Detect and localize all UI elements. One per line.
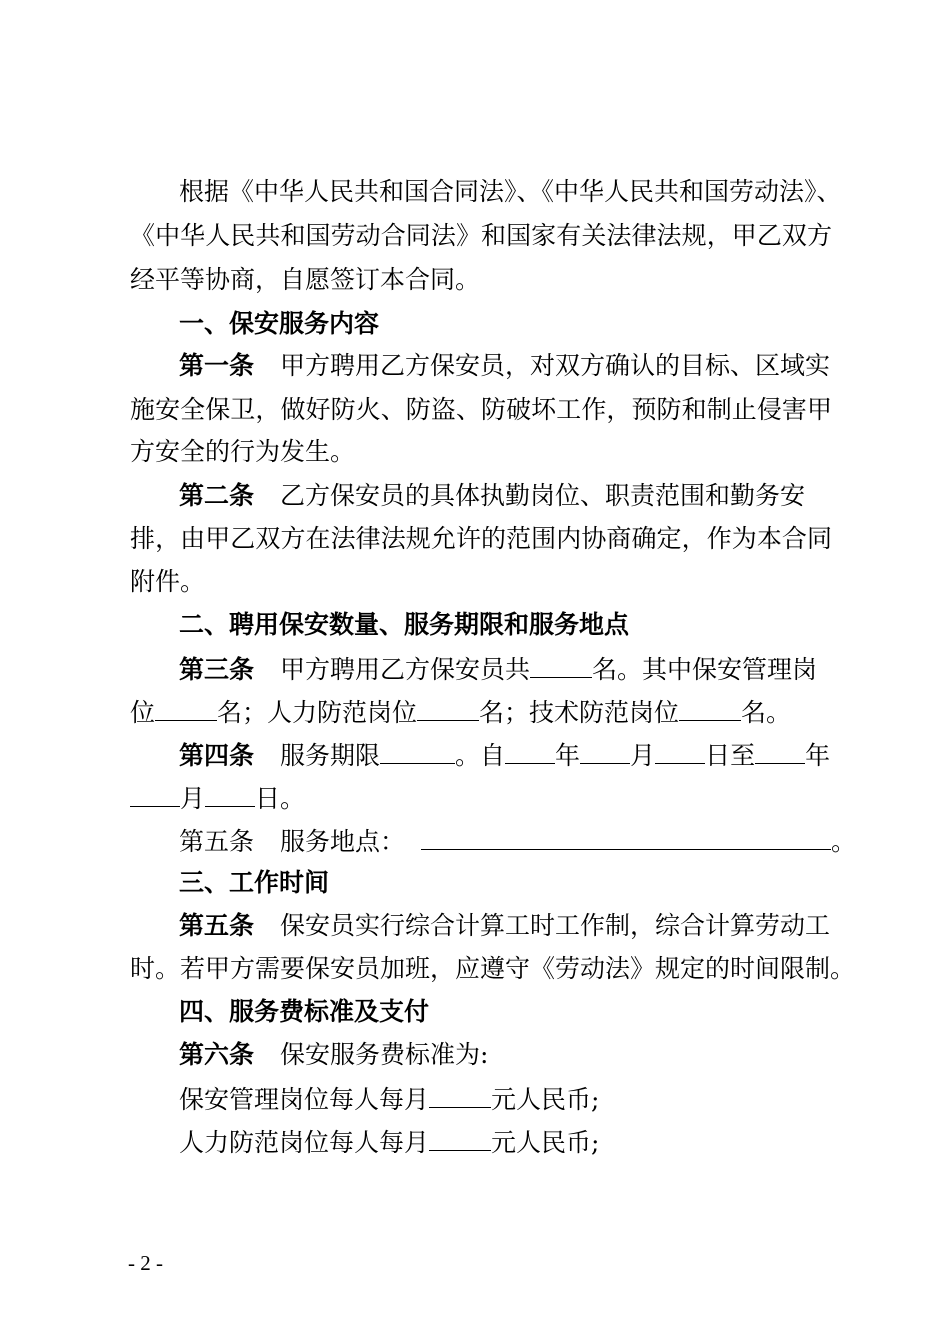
start-day-label: 日至 — [705, 741, 756, 770]
article-5-location-line — [179, 825, 857, 856]
article-2-label: 第二条 — [179, 481, 255, 510]
article-3-line-1 — [179, 653, 832, 683]
article-3-text-6: 名。 — [741, 698, 792, 727]
article-3-text-3: 位 — [130, 698, 156, 727]
end-year-blank[interactable] — [755, 739, 805, 764]
fee-manpower-line — [179, 1126, 832, 1156]
article-6-label: 第六条 — [179, 1040, 255, 1069]
end-day-blank[interactable] — [205, 782, 255, 807]
preamble-line-1: 根据《中华人民共和国合同法》、《中华人民共和国劳动法》、 — [179, 177, 842, 206]
article-5b-text-1: 保安员实行综合计算工时工作制，综合计算劳动工 — [280, 911, 831, 940]
article-2-text-1: 乙方保安员的具体执勤岗位、职责范围和勤务安 — [280, 481, 806, 510]
start-month-label: 月 — [630, 741, 656, 770]
total-guards-blank[interactable] — [530, 653, 592, 678]
end-month-blank[interactable] — [130, 782, 180, 807]
fee-management-text-1: 保安管理岗位每人每月 — [179, 1085, 430, 1114]
article-1-line-1 — [179, 351, 832, 381]
article-5-label: 第五条 — [179, 827, 255, 856]
article-1-line-3: 方安全的行为发生。 — [130, 437, 356, 466]
article-6-line-1 — [179, 1040, 832, 1070]
article-3-text-4: 名；人力防范岗位 — [217, 698, 418, 727]
fee-manpower-text-2: 元人民币; — [491, 1128, 600, 1157]
management-count-blank[interactable] — [155, 696, 217, 721]
article-3-text-2: 名。其中保安管理岗 — [592, 655, 818, 684]
article-3-line-2 — [130, 696, 832, 726]
page-number: - 2 - — [128, 1251, 163, 1275]
service-location-blank[interactable] — [421, 825, 831, 850]
article-5-text-2: 。 — [831, 827, 857, 856]
service-period-blank[interactable] — [380, 739, 455, 764]
article-2-line-3: 附件。 — [130, 567, 206, 596]
section-3-title: 三、工作时间 — [179, 868, 330, 897]
end-day-label: 日。 — [255, 784, 306, 813]
article-3-text-1: 甲方聘用乙方保安员共 — [280, 655, 531, 684]
end-month-label: 月 — [180, 784, 206, 813]
section-4-title: 四、服务费标准及支付 — [179, 997, 430, 1026]
article-5b-line-1 — [179, 911, 832, 941]
section-1-title: 一、保安服务内容 — [179, 309, 380, 338]
article-1-line-2: 施安全保卫，做好防火、防盗、防破坏工作，预防和制止侵害甲 — [130, 395, 832, 424]
start-year-label: 年 — [555, 741, 581, 770]
preamble-line-2: 《中华人民共和国劳动合同法》和国家有关法律法规，甲乙双方 — [130, 221, 832, 250]
start-year-blank[interactable] — [505, 739, 555, 764]
article-4-label: 第四条 — [179, 741, 255, 770]
preamble-line-3: 经平等协商，自愿签订本合同。 — [130, 265, 481, 294]
article-5b-line-2: 时。若甲方需要保安员加班，应遵守《劳动法》规定的时间限制。 — [130, 954, 856, 983]
management-fee-blank[interactable] — [429, 1083, 491, 1108]
manpower-fee-blank[interactable] — [429, 1126, 491, 1151]
start-month-blank[interactable] — [580, 739, 630, 764]
article-5-text-1: 服务地点： — [280, 827, 406, 856]
section-2-title: 二、聘用保安数量、服务期限和服务地点 — [179, 610, 630, 639]
article-4-text-2: 。自 — [455, 741, 506, 770]
start-day-blank[interactable] — [655, 739, 705, 764]
article-4-text-1: 服务期限 — [280, 741, 381, 770]
article-2-line-2: 排，由甲乙双方在法律法规允许的范围内协商确定，作为本合同 — [130, 524, 832, 553]
fee-management-text-2: 元人民币; — [491, 1085, 600, 1114]
end-year-label: 年 — [805, 741, 831, 770]
article-3-label: 第三条 — [179, 655, 255, 684]
article-3-text-5: 名；技术防范岗位 — [479, 698, 680, 727]
article-5b-label: 第五条 — [179, 911, 255, 940]
article-4-line-2 — [130, 782, 832, 812]
article-1-text-1: 甲方聘用乙方保安员，对双方确认的目标、区域实 — [280, 351, 831, 380]
fee-management-line — [179, 1083, 832, 1113]
article-2-line-1 — [179, 481, 832, 511]
article-4-line-1 — [179, 739, 832, 769]
article-1-label: 第一条 — [179, 351, 255, 380]
article-6-text-1: 保安服务费标准为: — [280, 1040, 489, 1069]
manpower-count-blank[interactable] — [417, 696, 479, 721]
fee-manpower-text-1: 人力防范岗位每人每月 — [179, 1128, 430, 1157]
technical-count-blank[interactable] — [679, 696, 741, 721]
